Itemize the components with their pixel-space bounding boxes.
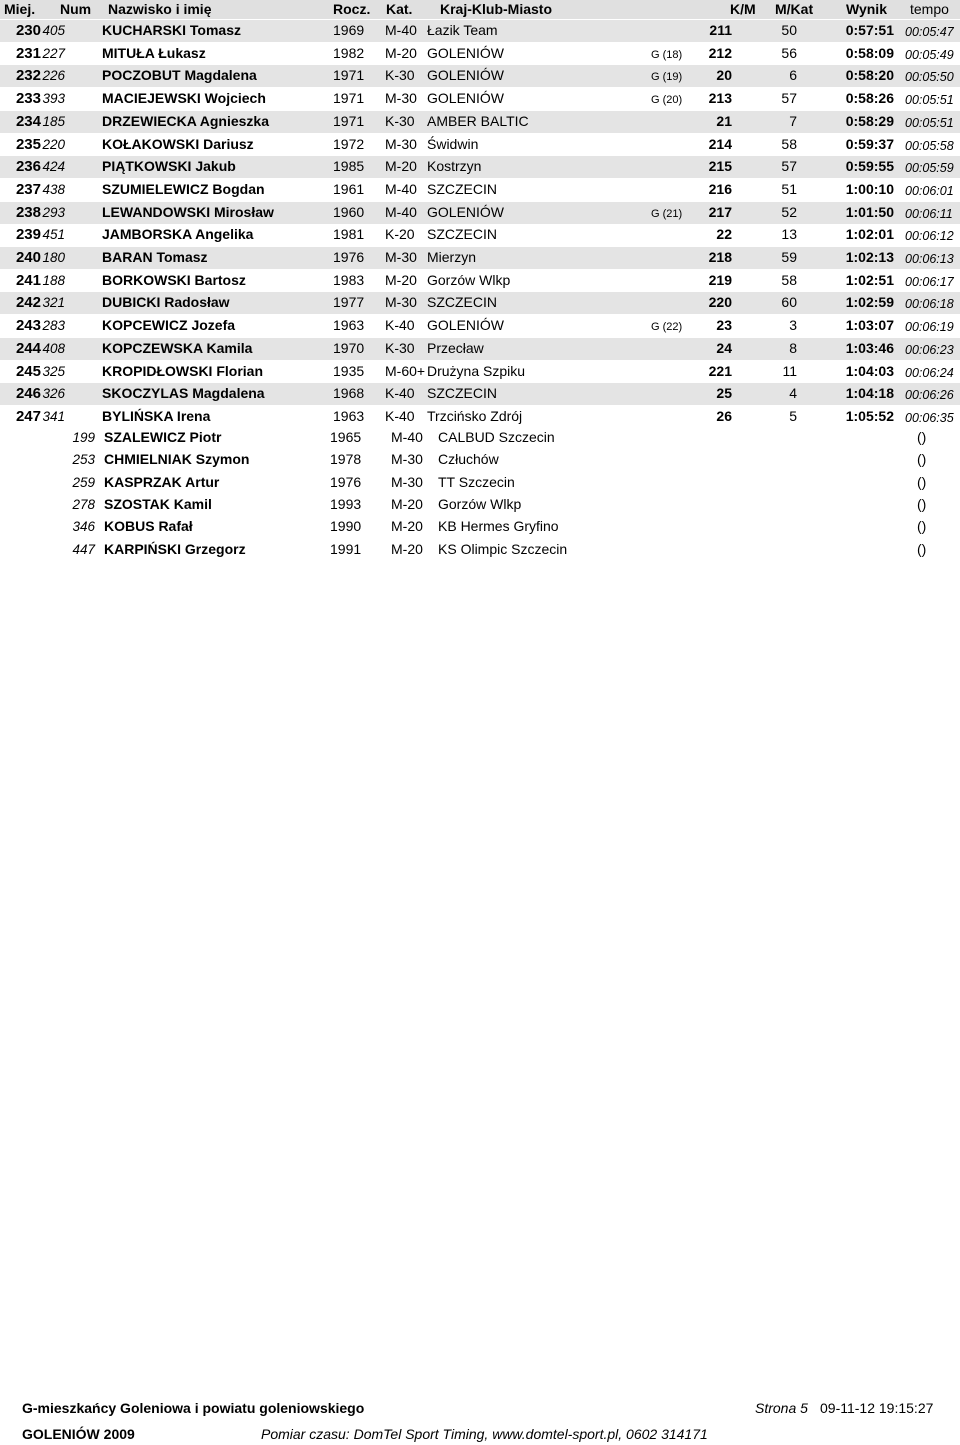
category-rank: 58 (781, 271, 797, 288)
place-cell: 234 (15, 112, 41, 130)
table-row (0, 406, 960, 428)
pace: 00:05:49 (905, 47, 954, 62)
result-time: 1:04:03 (845, 362, 894, 379)
runner-name: KOBUS Rafał (104, 518, 193, 535)
place-cell: 232 (15, 67, 41, 85)
bib-number: 220 (42, 136, 65, 152)
category-rank: 57 (781, 158, 797, 175)
pace: 00:06:35 (905, 410, 954, 425)
result-time: 1:02:01 (845, 226, 894, 243)
category: M-20 (385, 44, 417, 61)
category-rank: 60 (781, 294, 797, 311)
pace: 00:05:51 (905, 93, 954, 108)
pace: 00:06:12 (905, 229, 954, 244)
club-city: KS Olimpic Szczecin (438, 540, 568, 557)
bib-number: 283 (42, 318, 65, 334)
runner-name: SZOSTAK Kamil (104, 495, 212, 512)
category-rank: 6 (789, 67, 797, 84)
table-row (0, 472, 960, 494)
birth-year: 1978 (330, 451, 362, 468)
place-cell: 244 (15, 339, 41, 357)
runner-name: POCZOBUT Magdalena (102, 67, 257, 84)
gender-rank: 216 (708, 180, 732, 197)
category: M-20 (385, 271, 417, 288)
place-cell: 247 (15, 407, 41, 425)
bib-number: 227 (42, 45, 65, 61)
runner-name: KROPIDŁOWSKI Florian (102, 362, 263, 379)
bib-number: 278 (72, 496, 95, 512)
place-cell: 243 (15, 317, 41, 335)
runner-name: BARAN Tomasz (102, 249, 208, 265)
table-row (0, 361, 960, 383)
birth-year: 1982 (333, 44, 365, 61)
table-row (0, 539, 960, 561)
birth-year: 1993 (330, 495, 362, 512)
place-cell: 241 (15, 271, 41, 289)
gender-rank: 217 (708, 203, 732, 220)
birth-year: 1976 (333, 249, 365, 265)
gender-rank: 25 (716, 385, 732, 402)
category-rank: 11 (782, 362, 797, 379)
goleniow-rank: G (18) (651, 48, 683, 61)
table-row (0, 338, 960, 360)
table-row (0, 315, 960, 337)
table-row (0, 224, 960, 246)
footer-event: GOLENIÓW 2009 (22, 1426, 135, 1442)
club-city: SZCZECIN (427, 294, 497, 311)
table-row (0, 202, 960, 224)
goleniow-rank: G (21) (651, 207, 683, 220)
header-category: Kat. (386, 1, 413, 17)
birth-year: 1971 (333, 67, 365, 84)
bib-number: 226 (42, 68, 65, 84)
club-city: GOLENIÓW (427, 203, 505, 220)
runner-name: DRZEWIECKA Agnieszka (102, 112, 269, 129)
pace: 00:06:23 (905, 342, 954, 357)
club-city: Drużyna Szpiku (427, 362, 526, 379)
runner-name: KOPCEWICZ Jozefa (102, 317, 236, 334)
pace: 00:05:59 (905, 161, 954, 176)
birth-year: 1990 (330, 518, 362, 535)
result-time: 1:03:46 (845, 339, 894, 356)
club-city: SZCZECIN (427, 180, 497, 197)
header-tempo: tempo (910, 1, 949, 17)
bib-number: 321 (42, 295, 65, 311)
runner-name: LEWANDOWSKI Mirosław (102, 203, 274, 220)
bib-number: 293 (42, 204, 65, 220)
header-name: Nazwisko i imię (108, 1, 212, 17)
gender-rank: 212 (708, 44, 732, 61)
birth-year: 1977 (333, 294, 365, 311)
runner-name: KOPCZEWSKA Kamila (102, 339, 253, 356)
pace: 00:05:51 (905, 115, 954, 130)
category-rank: 8 (789, 339, 797, 356)
category: M-20 (391, 540, 423, 557)
result-time: 1:02:13 (845, 249, 894, 265)
table-row (0, 270, 960, 292)
bib-number: 253 (72, 452, 95, 468)
club-city: Człuchów (438, 451, 499, 468)
pace: 00:06:24 (905, 365, 954, 380)
runner-name: SZUMIELEWICZ Bogdan (102, 180, 265, 197)
place-cell: 231 (15, 44, 41, 62)
result-time: 0:57:51 (845, 22, 894, 38)
pace: 00:06:17 (905, 274, 954, 289)
category: K-30 (385, 112, 415, 129)
runner-name: KOŁAKOWSKI Dariusz (102, 135, 254, 152)
place-cell: 239 (15, 226, 41, 244)
birth-year: 1968 (333, 385, 365, 402)
runner-name: DUBICKI Radosław (102, 294, 230, 311)
place-cell: 230 (15, 22, 41, 39)
bib-number: 405 (42, 23, 65, 38)
bib-number: 451 (42, 227, 65, 243)
runner-name: MITUŁA Łukasz (102, 44, 206, 61)
birth-year: 1985 (333, 158, 365, 175)
result-time: 1:02:59 (845, 294, 894, 311)
table-row (0, 65, 960, 87)
pace: 00:05:58 (905, 138, 954, 153)
bib-number: 326 (42, 386, 65, 402)
category: M-30 (391, 451, 423, 468)
category: K-30 (385, 339, 415, 356)
category: K-20 (385, 226, 415, 243)
table-row (0, 88, 960, 110)
birth-year: 1971 (333, 112, 365, 129)
bib-number: 188 (42, 272, 65, 288)
birth-year: 1965 (330, 429, 362, 445)
birth-year: 1972 (333, 135, 365, 152)
birth-year: 1970 (333, 339, 365, 356)
birth-year: 1983 (333, 271, 365, 288)
category-rank: 58 (781, 135, 797, 152)
bib-number: 259 (72, 474, 95, 490)
runner-name: CHMIELNIAK Szymon (104, 451, 250, 468)
place-cell: 238 (15, 203, 41, 221)
result-time: 0:58:20 (845, 67, 894, 84)
gender-rank: 23 (716, 317, 732, 334)
club-city: Mierzyn (427, 249, 477, 265)
gender-rank: 218 (708, 249, 732, 265)
bib-number: 180 (42, 250, 65, 265)
goleniow-rank: G (22) (651, 321, 683, 334)
pace: 00:06:11 (905, 206, 953, 221)
bib-number: 185 (42, 113, 65, 129)
table-header (0, 0, 960, 19)
club-city: Przecław (427, 339, 484, 356)
gender-rank: 22 (716, 226, 732, 243)
category-rank: 5 (789, 407, 797, 424)
header-year: Rocz. (333, 1, 371, 17)
birth-year: 1960 (333, 203, 365, 220)
category-rank: 57 (781, 90, 797, 107)
pace: 00:06:18 (905, 297, 954, 312)
club-city: SZCZECIN (427, 226, 497, 243)
table-row (0, 494, 960, 516)
result-placeholder: () (917, 518, 927, 535)
category-rank: 56 (781, 44, 797, 61)
club-city: GOLENIÓW (427, 67, 505, 84)
club-city: GOLENIÓW (427, 90, 505, 107)
place-cell: 246 (15, 385, 41, 403)
place-cell: 237 (15, 180, 41, 198)
result-placeholder: () (917, 451, 927, 468)
table-row (0, 20, 960, 42)
pace: 00:05:47 (905, 25, 954, 39)
table-row (0, 156, 960, 178)
footer-datetime: 09-11-12 19:15:27 (820, 1400, 934, 1416)
result-time: 1:05:52 (845, 407, 894, 424)
result-time: 1:00:10 (845, 180, 894, 197)
category: K-40 (385, 407, 415, 424)
header-mkat: M/Kat (775, 1, 814, 17)
table-row (0, 292, 960, 314)
place-cell: 240 (15, 249, 41, 266)
table-row (0, 43, 960, 65)
result-time: 0:58:09 (845, 44, 894, 61)
bib-number: 346 (72, 519, 95, 535)
category: M-40 (385, 180, 417, 197)
runner-name: KARPIŃSKI Grzegorz (104, 540, 246, 557)
runner-name: BYLIŃSKA Irena (102, 407, 211, 424)
bib-number: 325 (42, 363, 65, 379)
header-km: K/M (730, 1, 756, 17)
category: M-30 (385, 90, 417, 107)
gender-rank: 21 (716, 112, 732, 129)
runner-name: JAMBORSKA Angelika (102, 226, 254, 243)
birth-year: 1991 (330, 540, 362, 557)
birth-year: 1981 (333, 226, 365, 243)
category: K-30 (385, 67, 415, 84)
category-rank: 13 (781, 226, 797, 243)
gender-rank: 24 (716, 339, 732, 356)
result-time: 0:58:26 (845, 90, 894, 107)
runner-name: PIĄTKOWSKI Jakub (102, 158, 236, 175)
bib-number: 408 (42, 340, 65, 356)
place-cell: 242 (15, 294, 41, 312)
header-num: Num (60, 1, 92, 17)
result-time: 0:59:37 (845, 135, 894, 152)
table-row (0, 179, 960, 201)
pace: 00:05:50 (905, 70, 954, 85)
birth-year: 1976 (330, 473, 362, 490)
goleniow-rank: G (19) (651, 71, 683, 84)
birth-year: 1963 (333, 407, 365, 424)
category: M-20 (391, 495, 423, 512)
table-row (0, 449, 960, 471)
category: M-40 (385, 203, 417, 220)
result-placeholder: () (917, 540, 927, 557)
birth-year: 1961 (333, 180, 365, 197)
category-rank: 3 (789, 317, 797, 334)
category-rank: 51 (781, 180, 797, 197)
place-cell: 245 (15, 362, 41, 380)
gender-rank: 211 (709, 22, 732, 38)
bib-number: 199 (72, 430, 95, 445)
gender-rank: 215 (708, 158, 732, 175)
category: M-30 (385, 249, 417, 265)
club-city: Gorzów Wlkp (438, 495, 522, 512)
footer-timing: Pomiar czasu: DomTel Sport Timing, www.domtel-sport.pl, 0602 314171 (261, 1426, 708, 1442)
place-cell: 235 (15, 135, 41, 153)
category-rank: 52 (781, 203, 797, 220)
category: M-40 (385, 22, 417, 38)
category: M-30 (385, 294, 417, 311)
club-city: Trzcińsko Zdrój (427, 407, 523, 424)
result-time: 0:58:29 (845, 112, 894, 129)
category-rank: 7 (789, 112, 797, 129)
result-placeholder: () (917, 429, 927, 445)
footer-note: G-mieszkańcy Goleniowa i powiatu goleniowskiego (22, 1400, 365, 1416)
category: K-40 (385, 385, 415, 402)
runner-name: KASPRZAK Artur (104, 473, 220, 490)
result-placeholder: () (917, 495, 927, 512)
gender-rank: 26 (716, 407, 732, 424)
club-city: Gorzów Wlkp (427, 271, 511, 288)
birth-year: 1963 (333, 317, 365, 334)
pace: 00:06:13 (905, 252, 954, 266)
pace: 00:06:19 (905, 320, 954, 335)
birth-year: 1935 (333, 362, 365, 379)
bib-number: 341 (42, 408, 65, 424)
gender-rank: 221 (708, 362, 732, 379)
club-city: Świdwin (427, 135, 479, 152)
club-city: GOLENIÓW (427, 317, 505, 334)
gender-rank: 220 (708, 294, 732, 311)
table-row (0, 111, 960, 133)
result-time: 0:59:55 (845, 158, 894, 175)
club-city: GOLENIÓW (427, 44, 505, 61)
result-time: 1:04:18 (845, 385, 894, 402)
goleniow-rank: G (20) (651, 94, 683, 107)
category: M-30 (391, 473, 423, 490)
runner-name: SZALEWICZ Piotr (104, 429, 222, 445)
runner-name: KUCHARSKI Tomasz (102, 22, 241, 38)
bib-number: 438 (42, 181, 65, 197)
runner-name: BORKOWSKI Bartosz (102, 271, 246, 288)
club-city: SZCZECIN (427, 385, 497, 402)
category: M-30 (385, 135, 417, 152)
header-place: Miej. (4, 1, 36, 17)
club-city: Łazik Team (427, 22, 498, 38)
bib-number: 393 (42, 91, 65, 107)
gender-rank: 219 (708, 271, 732, 288)
club-city: AMBER BALTIC (427, 112, 529, 129)
category-rank: 59 (781, 249, 797, 265)
bib-number: 447 (72, 541, 95, 557)
pace: 00:06:01 (905, 183, 954, 198)
result-time: 1:03:07 (845, 317, 894, 334)
category: M-60+ (385, 362, 426, 379)
club-city: TT Szczecin (438, 473, 515, 490)
club-city: CALBUD Szczecin (438, 429, 555, 445)
result-time: 1:01:50 (845, 203, 894, 220)
bib-number: 424 (42, 159, 65, 175)
birth-year: 1969 (333, 22, 365, 38)
table-row (0, 383, 960, 405)
runner-name: SKOCZYLAS Magdalena (102, 385, 265, 402)
gender-rank: 20 (716, 67, 732, 84)
category: K-40 (385, 317, 415, 334)
place-cell: 233 (15, 90, 41, 108)
gender-rank: 214 (708, 135, 732, 152)
category-rank: 4 (789, 385, 797, 402)
header-result: Wynik (846, 1, 887, 17)
footer-page: Strona 5 (755, 1400, 808, 1416)
club-city: KB Hermes Gryfino (438, 518, 559, 535)
table-row (0, 247, 960, 269)
pace: 00:06:26 (905, 388, 954, 403)
runner-name: MACIEJEWSKI Wojciech (102, 90, 266, 107)
table-row (0, 516, 960, 538)
birth-year: 1971 (333, 90, 365, 107)
header-club: Kraj-Klub-Miasto (440, 1, 552, 17)
club-city: Kostrzyn (427, 158, 482, 175)
result-time: 1:02:51 (845, 271, 894, 288)
gender-rank: 213 (708, 90, 732, 107)
table-row (0, 134, 960, 156)
table-row (0, 427, 960, 449)
category: M-20 (385, 158, 417, 175)
result-placeholder: () (917, 473, 927, 490)
place-cell: 236 (15, 158, 41, 176)
category: M-40 (391, 429, 423, 445)
category: M-20 (391, 518, 423, 535)
category-rank: 50 (781, 22, 797, 38)
